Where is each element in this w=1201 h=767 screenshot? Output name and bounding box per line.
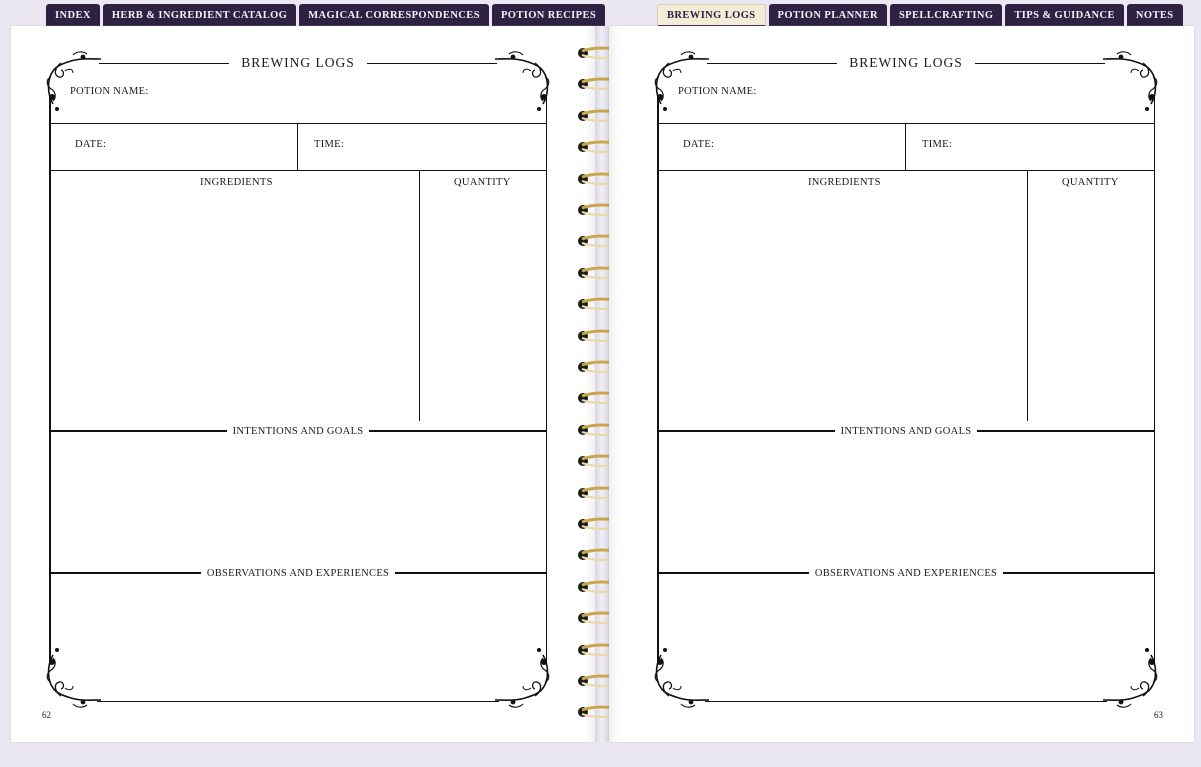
observations-label: OBSERVATIONS AND EXPERIENCES	[206, 567, 390, 579]
left-log-frame	[49, 57, 547, 702]
intentions-label: INTENTIONS AND GOALS	[840, 425, 972, 437]
corner-ornament-icon	[651, 648, 713, 710]
date-label: DATE:	[75, 139, 107, 150]
right-log-frame	[657, 57, 1155, 702]
page-title-row	[99, 56, 497, 70]
quantity-label: QUANTITY	[454, 177, 511, 188]
right-tab-bar	[657, 4, 1183, 26]
page-title-row	[707, 56, 1105, 70]
page-title: BREWING LOGS	[241, 55, 355, 70]
tab-herb-ingredient-catalog[interactable]: HERB & INGREDIENT CATALOG	[103, 4, 296, 26]
page-number: 63	[1154, 710, 1163, 720]
notebook-spine	[595, 26, 609, 742]
page-number: 62	[42, 710, 51, 720]
page-title: BREWING LOGS	[849, 55, 963, 70]
page-shadow	[585, 26, 595, 742]
quantity-label: QUANTITY	[1062, 177, 1119, 188]
intentions-label: INTENTIONS AND GOALS	[232, 425, 364, 437]
tab-brewing-logs[interactable]: BREWING LOGS	[657, 4, 766, 26]
tab-spellcrafting[interactable]: SPELLCRAFTING	[890, 4, 1002, 26]
potion-name-label: POTION NAME:	[678, 86, 757, 97]
right-page	[609, 26, 1194, 742]
divider	[419, 170, 420, 421]
divider	[657, 170, 1155, 171]
frame-border-bottom	[705, 701, 1107, 703]
divider	[1027, 170, 1028, 421]
time-label: TIME:	[922, 139, 953, 150]
corner-ornament-icon	[43, 49, 105, 111]
corner-ornament-icon	[43, 648, 105, 710]
tab-notes[interactable]: NOTES	[1127, 4, 1183, 26]
corner-ornament-icon	[1099, 49, 1161, 111]
intentions-section-title	[657, 425, 1155, 437]
ingredients-label: INGREDIENTS	[808, 177, 881, 188]
page-shadow	[609, 26, 619, 742]
date-label: DATE:	[683, 139, 715, 150]
ingredients-label: INGREDIENTS	[200, 177, 273, 188]
potion-name-label: POTION NAME:	[70, 86, 149, 97]
observations-section-title	[49, 567, 547, 579]
tab-potion-recipes[interactable]: POTION RECIPES	[492, 4, 605, 26]
divider	[49, 170, 547, 171]
corner-ornament-icon	[1099, 648, 1161, 710]
divider	[297, 123, 298, 170]
time-label: TIME:	[314, 139, 345, 150]
observations-section-title	[657, 567, 1155, 579]
left-tab-bar	[46, 4, 605, 26]
tab-potion-planner[interactable]: POTION PLANNER	[769, 4, 887, 26]
tab-index[interactable]: INDEX	[46, 4, 100, 26]
corner-ornament-icon	[491, 648, 553, 710]
intentions-section-title	[49, 425, 547, 437]
tab-tips-guidance[interactable]: TIPS & GUIDANCE	[1005, 4, 1124, 26]
corner-ornament-icon	[651, 49, 713, 111]
corner-ornament-icon	[491, 49, 553, 111]
tab-magical-correspondences[interactable]: MAGICAL CORRESPONDENCES	[299, 4, 489, 26]
divider	[905, 123, 906, 170]
observations-label: OBSERVATIONS AND EXPERIENCES	[814, 567, 998, 579]
frame-border-bottom	[97, 701, 499, 703]
left-page	[11, 26, 595, 742]
